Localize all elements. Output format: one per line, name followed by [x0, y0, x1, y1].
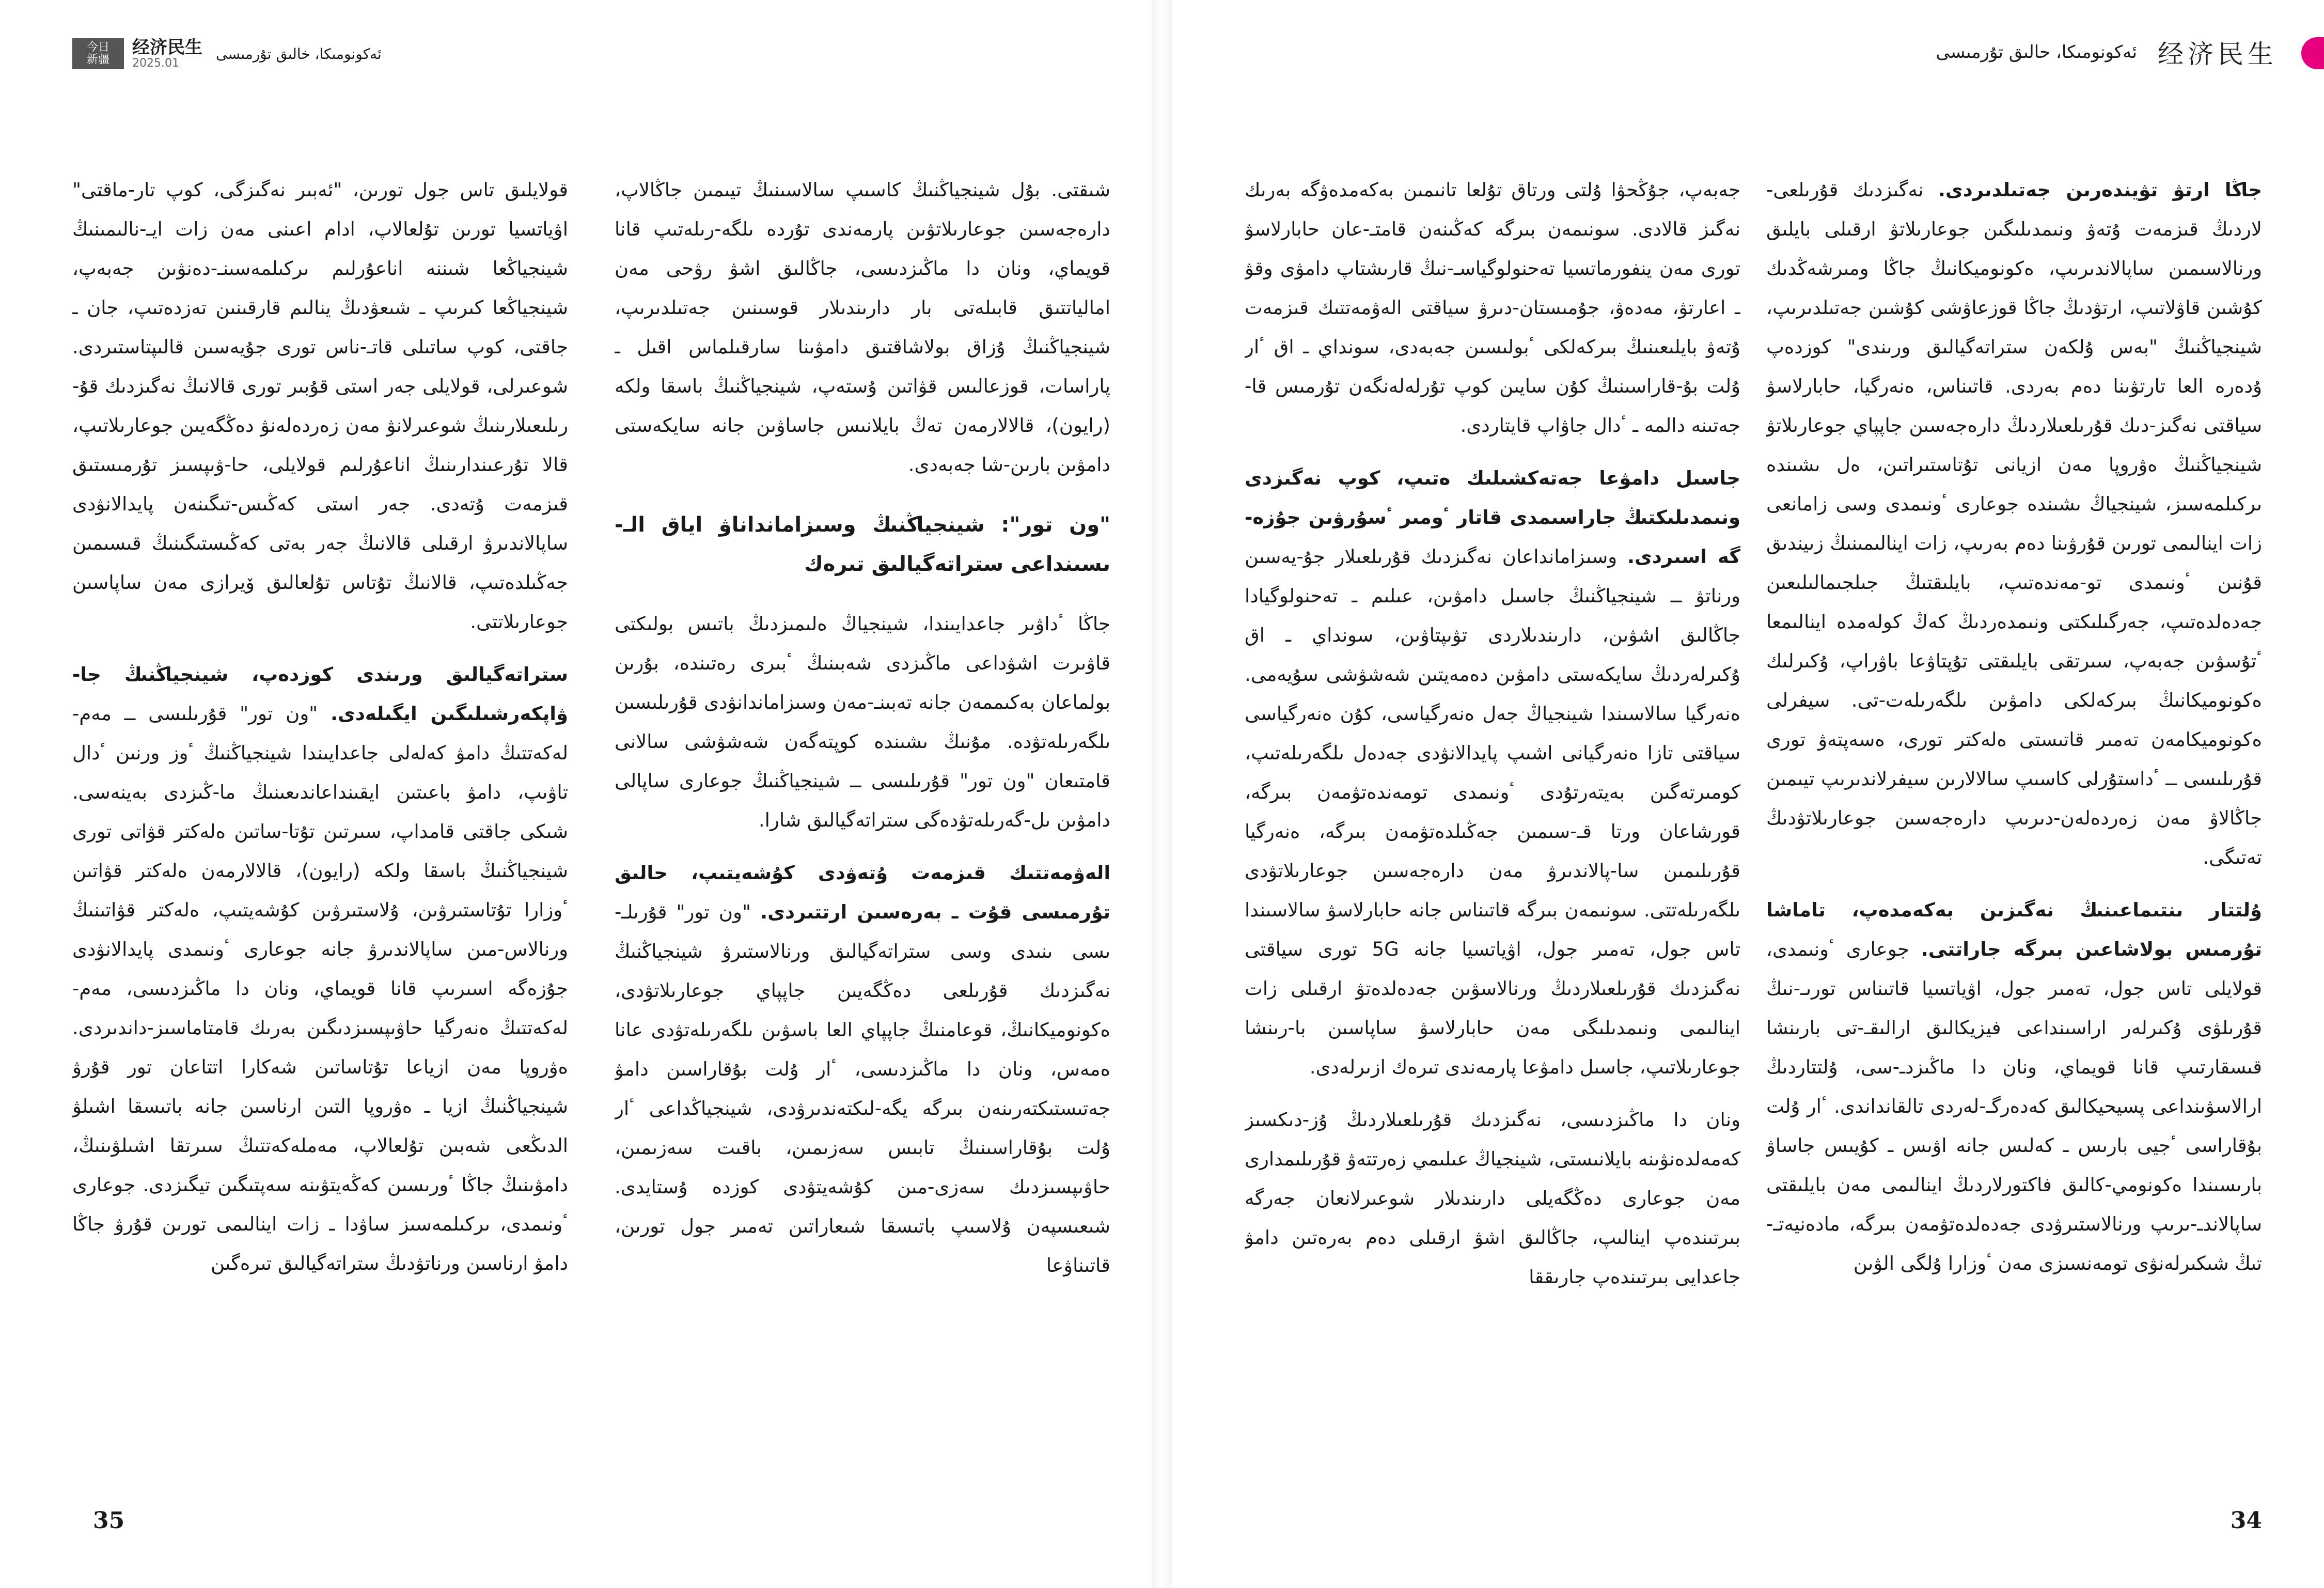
paragraph-lead: جاڭا ارتۋ تۋيندەرىن جەتىلدىردى. — [1938, 179, 2262, 201]
paragraph: شىقتى. بۇل شينجياڭنىڭ كاسىپ سالاسىنىڭ تيىمىن جاڭالاپ، دارەجەسىن جوعارىلاتۋىن پارمەندى تۇردە ىلگە-رىلەتىپ قانا قويماي، ونان دا ماڭىزدىسى، جاڭالىق اشۋ رۋحى مەن امالياتتىق قابىلەتى بار دارىندىلار قوسىنىن جەتىلدىرىپ، شينجياڭنىڭ ۇزاق بولاشاقتىق دامۋىنا سارقىلماس اقىل ـ پاراسات، قوزعالىس قۋاتىن ۇستەپ، شينجياڭنىڭ باسقا ولكە (رايون)، قالالارمەن تەڭ بايلانىس جاساۋىن جانە سايكەستى دامۋىن بارىن-شا جەبەدى. — [615, 179, 1110, 476]
text-column — [615, 170, 1110, 1524]
section-title: ئەكونومىكا، حالىق تۇرمىسى — [1936, 42, 2137, 63]
paragraph — [1245, 459, 1740, 1087]
page-number: 34 — [2230, 1507, 2262, 1534]
paragraph: جەبەپ، جۇڭحۋا ۇلتى ورتاق تۇلعا تانىمىن بەكەمدەۋگە بەرىك نەگىز قالادى. سونىمەن بىرگە كەڭىنەن قامتـ-عان حابارلاسۋ تورى مەن ينفورماتسيا تەحنولوگياسـ-نىڭ قارىشتاپ دامۋى وقۋ ـ اعارتۋ، مەدەۋ، جۇمىستان-دىرۋ سياقتى الەۋمەتتىك قىزمەت ۇتەۋ بايلىعىنىڭ بىركەلكى ٴبولىسىن جەبەدى، سونداي ـ اق ٴار ۇلت بۇ-قاراسىنىڭ كۇن سايىن كوپ تۇرلەلەنگەن تۇرمىس قا-جەتىنە دالمە ـ ٴدال جاۋاپ قايتاردى. — [1245, 179, 1740, 437]
paragraph — [1766, 170, 2262, 877]
left-page — [0, 0, 1152, 1588]
paragraph: قولايلىق تاس جول تورىن، "ئەبىر نەگىزگى، كوپ تار-ماقتى" اۋياتسيا تورىن تۇلعالاپ، ادام اعىنى مەن زات ايـ-نالىمىنىڭ شينجياڭعا شىننە اناعۇرلىم ىركىلمەسىنـ-دەنۋىن جەبەپ، شينجياڭعا كىرىپ ـ شىعۋدىڭ ينالىم قارقىنىن تەزدەتىپ، جان ـ جاقتى، كوپ ساتىلى قاتـ-ناس تورى جۇيەسىن قالىپتاستىردى. شوعىرلى، قولايلى جەر استى قۇبىر تورى قالانىڭ نەگىزدىك قۇ-رىلىعىلارىنىڭ شوعىرلانۋ مەن زەردەلەنۋ دەڭگەيىن جوعارىلاتىپ، قالا تۇرعىندارىنىڭ اناعۇرلىم قولايلى، حا-ۋىپسىز تۇرمىستىق قىزمەت ۇتەدى. جەر استى كەڭىس-تىگىنەن پايدالانۋدى ساپالاندىرۋ ارقىلى قالانىڭ جەر بەتى كەڭىستىگىنىڭ قىسىمىن جەڭىلدەتىپ، قالانىڭ تۇتاس تۇلعالىق ۆيرازى مەن ساپاسىن جوعارىلاتتى. — [72, 179, 568, 633]
paragraph-text: وسىزامانداعان نەگىزدىك قۇرىلعىلار جۇ-يەسىن ورناتۋ ــ شينجياڭنىڭ جاسىل دامۋىن، عىلىم ـ تەحنولوگيادا جاڭالىق اشۋىن، دارىندىلاردى تۋىپتاۋىن، سونداي ـ اق ۇكىرلەردىڭ سايكەستى دامۋىن دەمەيتىن شەشۋشى سۇيەمى. ەنەرگيا سالاسىندا شينجياڭ جەل ەنەرگياسى، كۇن ەنەرگياسى سياقتى تازا ەنەرگيانى اشىپ پايدالانۋدى جەدەل ىلگەرىلەتىپ، كومىرتەگىن بەيتەرتۇدى ٴونىمدى تومەندەتۋمەن بىرگە، قورشاعان ورتا قـ-سىمىن جەڭىلدەتۋمەن بىرگە، ەنەرگيا قۇرىلىمىن سا-پالاندىرۋ مەن دارەجەسىن جوعارىلاتۋدى ىلگەرىلەتتى. سونىمەن بىرگە قاتىناس جانە حابارلاسۋ سالاسىندا تاس جول، تەمىر جول، اۋياتسيا جانە 5G تورى سياقتى نەگىزدىك قۇرىلعىلاردىڭ ورنالاسۋىن جەدەلدەتۋ ارقىلى زات اينالىمى ونىمدىلىگى مەن حابارلاسۋ ساپاسىن با-رىنشا جوعارىلاتىپ، جاسىل دامۋعا پارمەندى تىرەك ازىرلەدى. — [1245, 546, 1740, 1078]
magazine-name: 经济民生 — [2158, 39, 2278, 69]
page-gutter — [1152, 0, 1172, 1588]
issue-date: 2025.01 — [132, 57, 179, 70]
section-title: ئەكونومىكا، خالىق تۇرمىسى — [216, 45, 382, 63]
subheading: "ون تور": شينجياڭنىڭ وسىزامانداناۋ اياق الـ-ىسىنداعى ستراتەگيالىق تىرەك — [615, 513, 1110, 576]
logo-line-1: 今日 — [86, 41, 109, 54]
section-color-tab — [2301, 37, 2324, 69]
paragraph-lead: الەۋمەتتىك قىزمەت ۇتەۋدى كۇشەيتىپ، حالىق تۇرمىسى قۇت ـ بەرەسىن ارتتىردى. — [615, 862, 1110, 923]
paragraph-lead: ستراتەگيالىق ورىندى كوزدەپ، شينجياڭنىڭ جا-ۋاپكەرشىلىگىن ايگىلەدى. — [72, 663, 568, 725]
logo-line-2: 新疆 — [86, 53, 109, 66]
paragraph-text: "ون تور" قۇرىلىسى ــ مەم-لەكەتتىڭ دامۋ كەلەلى جاعدايىندا شينجياڭنىڭ ٴوز ورنىن ٴدال تاۋىپ، دامۋ باعىتىن ايقىنداعاندىعىنىڭ ما-ڭىزدى بەينەسى. شىكى جاقتى قامداپ، سىرتىن تۇتا-ساتىن ەلەكتر قۋاتى تورى شينجياڭنىڭ باسقا ولكە (رايون)، قالالارمەن ەلەكتر قۋاتىن ٴوزارا تۇتاستىرۋىن، ۇلاستىرۋىن كۇشەيتىپ، ەلەكتر قۋاتىنىڭ ورنالاس-مىن ساپالاندىرۋ جانە جوعارى ٴونىمدى پايدالانۋدى جۇزەگە اسىرىپ قانا قويماي، ونان دا ماڭىزدىسى، مەم-لەكەتتىڭ ەنەرگيا حاۋىپسىزدىگىن بەرىك قامتاماسىز-داندىردى. ەۋروپا مەن ازياعا تۇتاساتىن شەكارا اتتاعان تور قۇرۋ شينجياڭنىڭ ازيا ـ ەۋروپا التىن ارناسىن جانە باتىسقا اشىلۋ الدىڭعى شەبىن تۇلعالاپ، مەملەكەتتىڭ سىرتقا اشىلۋىنىڭ، دامۋىنىڭ جاڭا ٴورىسىن كەڭەيتۋىنە سەپتىگىن تيگىزدى. جوعارى ٴونىمدى، ىركىلمەسىز ساۋدا ـ زات اينالىمى تورىن قۇرۋ جاڭا دامۋ ارناسىن ورناتۋدىڭ ستراتەگيالىق تىرەگىن — [72, 703, 568, 1274]
paragraph — [615, 853, 1110, 1285]
right-page — [1172, 0, 2324, 1588]
paragraph-text: جوعارى ٴونىمدى، قولايلى تاس جول، تەمىر جول، اۋياتسيا قاتىناس تورىـ-نىڭ قۇرىلۋى ۇكىرلەر اراسىنداعى فيزيكالىق ارالىقـ-تى بارىنشا قىسقارتىپ قانا قويماي، ونان دا ماڭىزدـ-سى، ۇلتتاردىڭ ارالاسۋىنداعى پسيحيكالىق كەدەرگـ-لەردى تالقانداندى. ٴار ۇلت بۇقاراسى ٴجيى بارىس ـ كەلىس جانە اۋىس ـ كۇيىس جاساۋ بارىسىندا ەكونومي-كالىق فاكتورلاردىڭ اينالىمى مەن بايلىقتى ساپالاندـ-ىرىپ ورنالاستىرۋدى جەدەلدەتۋمەن بىرگە، مادەنيەتـ-تىڭ شىكىرلەنۋى تومەنسىزى مەن ٴوزارا ۇلگى الۋىن — [1766, 938, 2262, 1274]
page-number: 35 — [93, 1507, 125, 1534]
paragraph-lead: ۇلتتار ىنتىماعىنىڭ نەگىزىن بەكەمدەپ، تاماشا تۇرمىس بولاشاعىن بىرگە جاراتتى. — [1766, 899, 2262, 960]
paragraph: ونان دا ماڭىزدىسى، نەگىزدىك قۇرىلعىلاردىڭ ۇز-دىكسىز كەمەلدەنۋىنە بايلانىستى، شينجياڭ عىلىمي زەرتتەۋ قۇرىلىمدارى مەن جوعارى دەڭگەيلى دارىندىلار شوعىرلانعان جەرگە بىرتىندەپ اينالىپ، جاڭالىق اشۋ ارقىلى دەم بەرەتىن دامۋ جاعدايى بىرتىندەپ جارىققا — [1245, 1109, 1740, 1288]
header-masthead — [132, 38, 202, 70]
magazine-logo — [72, 38, 124, 69]
paragraph: جاڭا ٴداۋىر جاعدايىندا، شينجياڭ ەلىمىزدىڭ باتىس بولىكتى قاۋىرت اشۋداعى ماڭىزدى شەبىنىڭ ٴبىرى رەتىندە، بۇرىن بولماعان بەكىممەن جانە تەبىنـ-مەن وسىزاماندانۋدى قۇرىلىسىن ىلگەرىلەتۋدە. مۇنىڭ ىشىندە كوپتەگەن شەشۋشى سالانى قامتىعان "ون تور" قۇرىلىسى ــ شينجياڭنىڭ جوعارى ساپالى دامۋىن ىل-گەرىلەتۋدەگى ستراتەگيالىق شارا. — [615, 613, 1110, 831]
paragraph-text: نەگىزدىك قۇرىلعى-لاردىڭ قىزمەت ۇتەۋ ونىمدىلىگىن جوعارىلاتۋ ارقىلى بايلىق ورنالاسىمىن ساپالاندىرىپ، ەكونوميكانىڭ جاڭا ومىرشەڭدىك كۇشىن قاۋلاتىپ، ارتۋدىڭ جاڭا قوزعاۋشى كۇشىن جەتىلدىرىپ، شينجياڭنىڭ "بەس ۇلكەن ستراتەگيالىق ورىندى" كوزدەپ ۇدەرە العا تارتۋىنا دەم بەردى. قاتىناس، ەنەرگيا، حابارلاسۋ سياقتى نەگىز-دىك قۇرىلعىلاردىڭ دارەجەسىن جاپپاي جوعارىلاتۋ شينجياڭنىڭ ەۋروپا مەن ازيانى تۇتاستىراتىن، ەل ىشىندە ىركىلمەسىز، شينجياڭ ىشىندە جوعارى ٴونىمدى وسى زامانعى زات اينالىمى تورىن قۇرۋىنا دەم بەرىپ، زات اينالىمىنىڭ زىيندىق قۇنىن ٴونىمدى تو-مەندەتىپ، بايلىقتىڭ جىلجىمالىلىعىن جەدەلدەتىپ، جەرگىلىكتى ونىمدەردىڭ كەڭ كولەمدە اينالىمعا ٴتۇسۋىن جەبەپ، سىرتقى بايلىقتى تۇپتاۋعا باۋراپ، ۇكىرلىك ەكونوميكانىڭ بىركەلكى دامۋىن ىلگەرىلەت-تى. سيفرلى ەكونوميكامەن تەمىر قاتىستى ەلەكتر تورى، ەسەپتەۋ تورى قۇرىلىسى ــ ٴداستۇرلى كاسىپ سالالارىن سيفرلاندىرىپ تيىمىن جاڭالاۋ مەن زەردەلەن-دىرىپ دارەجەسىن جوعارىلاتۋدىڭ تەتىگى. — [1766, 179, 2262, 868]
paragraph-lead: جاسىل دامۋعا جەتەكشىلىك ەتىپ، كوپ نەگىزدى ونىمدىلىكتىڭ جاراسىمدى قاتار ٴومىر ٴسۇرۋىن جۇزە-گە اسىردى. — [1245, 467, 1740, 568]
text-column — [72, 170, 568, 1524]
running-header-left — [72, 37, 382, 70]
paragraph — [72, 655, 568, 1283]
magazine-name: 经济民生 — [132, 37, 202, 58]
text-column — [1766, 170, 2262, 1524]
text-column — [1245, 170, 1740, 1524]
paragraph-text: "ون تور" قۇرىلـ-ىسى ىنىدى وسى ستراتەگيالىق ورنالاستىرۋ شينجياڭنىڭ نەگىزدىك قۇرىلعى دەڭگەيىن جاپپاي جوعارىلاتۋدى، ەكونوميكانىڭ، قوعامنىڭ جاپپاي العا باسۋىن ىلگەرىلەتۋدى عانا ەمەس، ونان دا ماڭىزدىسى، ٴار ۇلت بۇقاراسىن دامۋ جەتىستىكتەرىنەن بىرگە يگە-لىكتەندىرۋدى، شينجياڭداعى ٴار ۇلت بۇقاراسىنىڭ تابىس سەزىمىن، باقىت سەزىمىن، حاۋىپسىزدىك سەزى-مىن كۇشەيتۋدى كوزدە ۇستايدى. شىعىسپەن ۇلاسىپ باتىسقا شىعاراتىن تەمىر جول تورىن، قاتىناۋعا — [615, 901, 1110, 1276]
paragraph — [1766, 891, 2262, 1283]
running-header-right — [1936, 34, 2278, 70]
